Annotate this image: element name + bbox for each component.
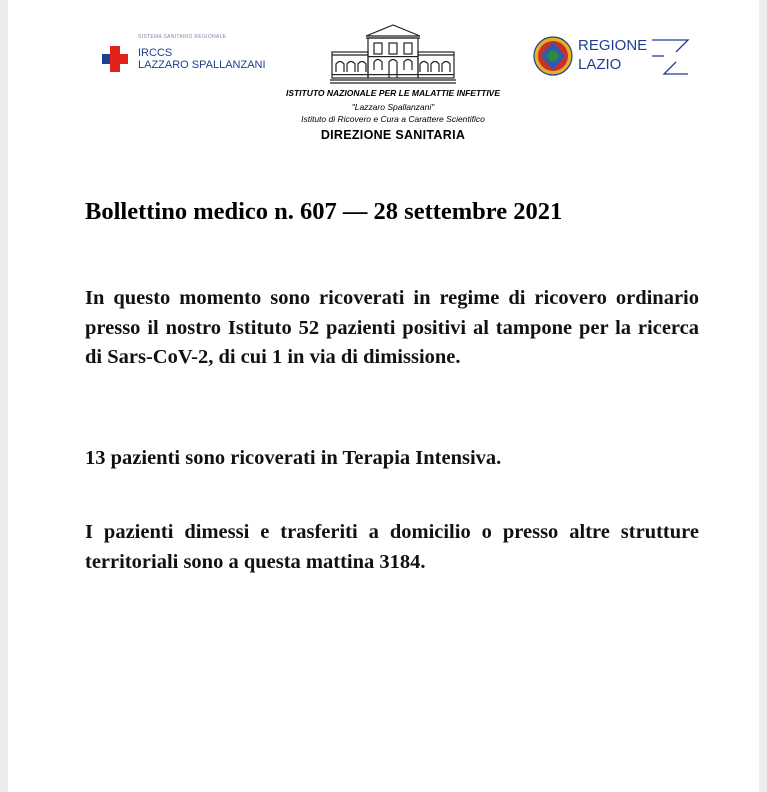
bulletin-paragraph-icu: 13 pazienti sono ricoverati in Terapia Intensiva. bbox=[85, 447, 502, 469]
bulletin-title: Bollettino medico n. 607 — 28 settembre 2021 bbox=[85, 198, 563, 225]
spallanzani-label: LAZZARO SPALLANZANI bbox=[138, 59, 266, 71]
institute-description: Istituto di Ricovero e Cura a Carattere Scientifico bbox=[301, 114, 485, 124]
institute-building-icon bbox=[330, 22, 456, 84]
bulletin-paragraph-ordinary: In questo momento sono ricoverati in regime di ricovero ordinario presso il nostro Istituto 52 pazienti positivi al tampone per la ricerca di Sars-CoV-2, di cui 1 in via di dimissione. bbox=[85, 287, 699, 368]
institute-name: ISTITUTO NAZIONALE PER LE MALATTIE INFETTIVE bbox=[285, 88, 501, 98]
lazio-emblem-icon bbox=[532, 35, 574, 77]
spallanzani-logo bbox=[100, 34, 290, 74]
lazio-label: LAZIO bbox=[578, 56, 622, 73]
department-title: DIREZIONE SANITARIA bbox=[320, 128, 466, 142]
institute-subname: "Lazzaro Spallanzani" bbox=[351, 102, 435, 112]
bulletin-paragraph-discharged: I pazienti dimessi e trasferiti a domicilio o presso altre strutture territoriali sono a questa mattina 3184. bbox=[85, 521, 699, 573]
red-cross-icon bbox=[100, 44, 130, 74]
regional-health-system-label: SISTEMA SANITARIO REGIONALE bbox=[138, 34, 227, 40]
document-page bbox=[8, 0, 759, 792]
irccs-label: IRCCS bbox=[138, 47, 173, 59]
regione-label: REGIONE bbox=[578, 37, 648, 54]
chevron-arrows-icon bbox=[650, 36, 690, 78]
regione-lazio-logo bbox=[528, 34, 693, 80]
